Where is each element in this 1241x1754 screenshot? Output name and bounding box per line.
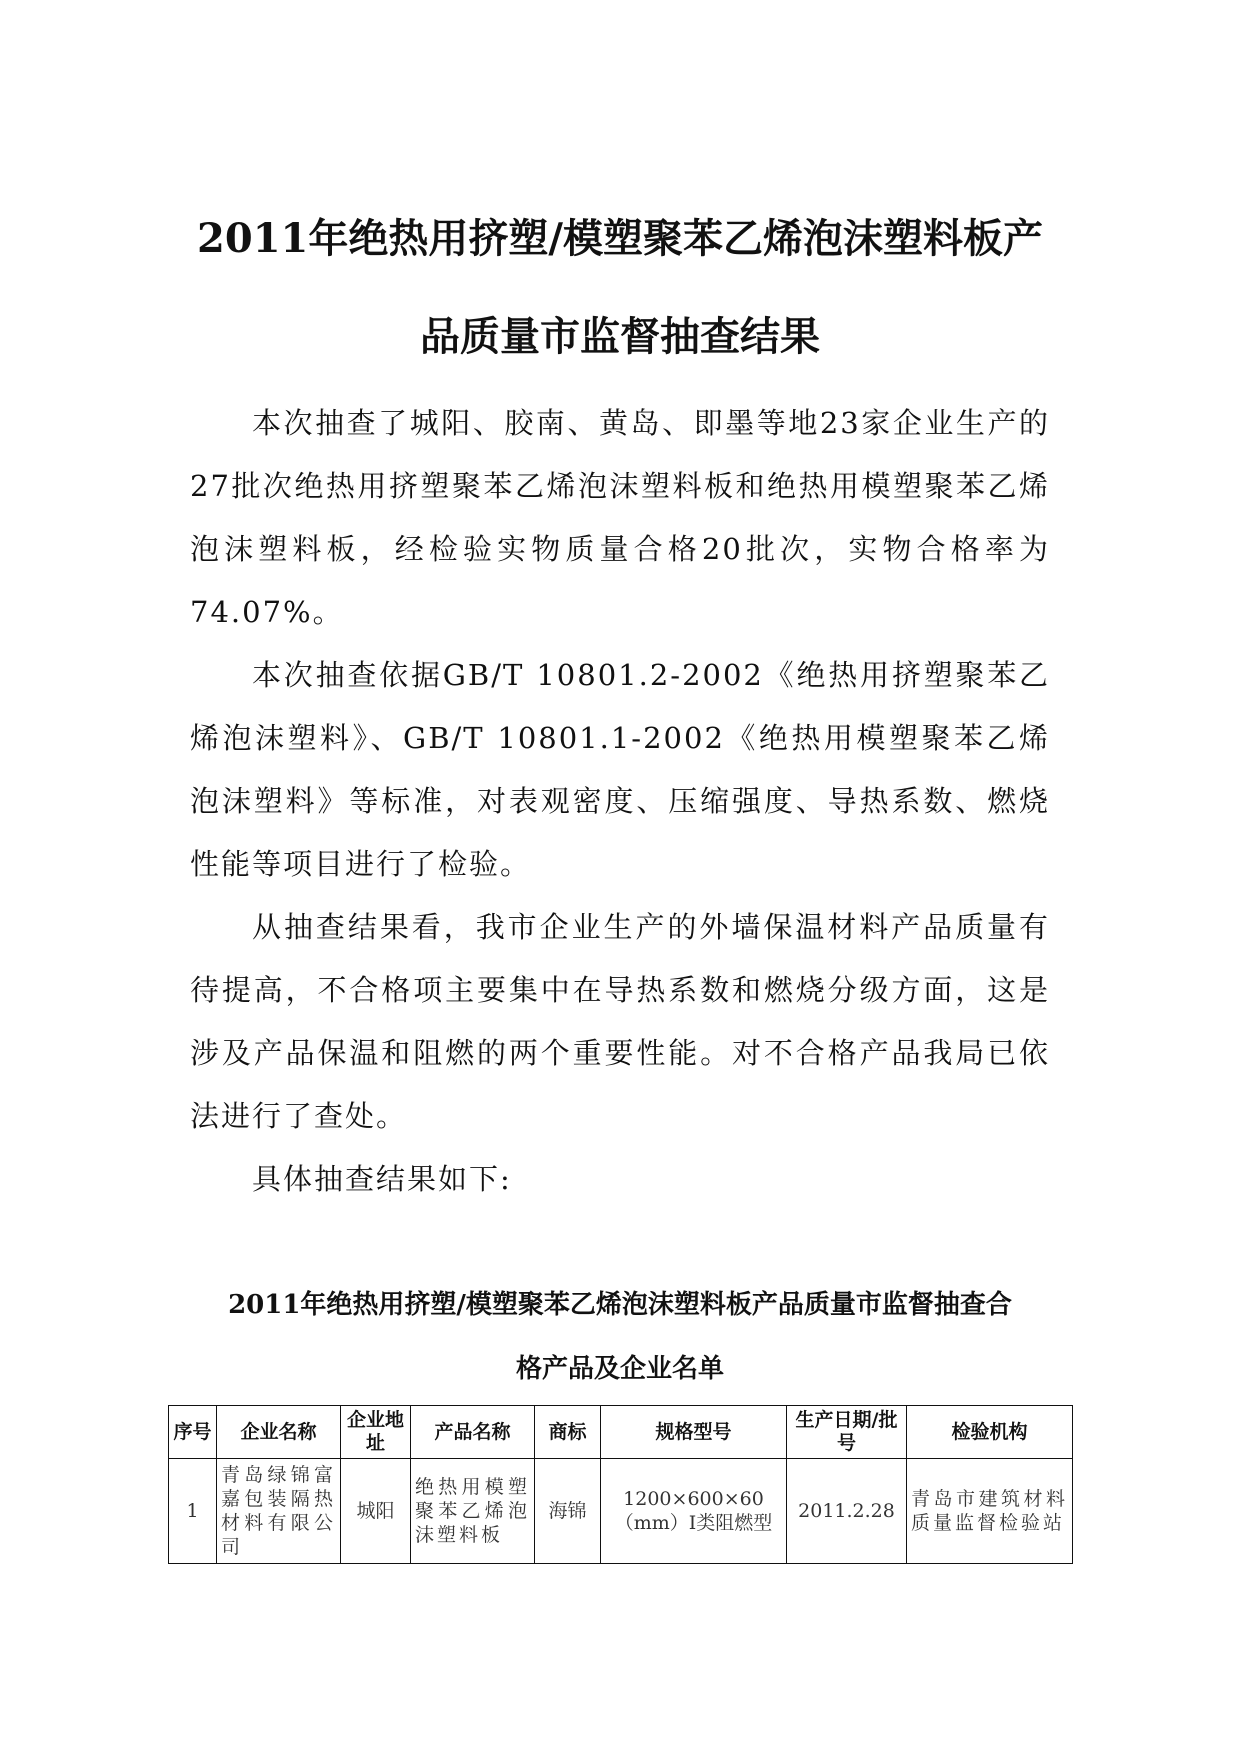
paragraph-findings: 从抽查结果看，我市企业生产的外墙保温材料产品质量有待提高，不合格项主要集中在导热系数和燃烧分级方面，这是涉及产品保温和阻燃的两个重要性能。对不合格产品我局已依法进行了查处。 — [190, 910, 1050, 1133]
cell-no: 1 — [169, 1459, 217, 1564]
cell-brand: 海锦 — [535, 1459, 601, 1564]
table-title-line2: 格产品及企业名单 — [515, 1354, 724, 1384]
header-brand: 商标 — [535, 1406, 601, 1459]
header-no: 序号 — [169, 1406, 217, 1459]
cell-date: 2011.2.28 — [787, 1459, 907, 1564]
header-date: 生产日期/批号 — [787, 1406, 907, 1459]
table-title-line1: 2011年绝热用挤塑/模塑聚苯乙烯泡沫塑料板产品质量市监督抽查合 — [228, 1290, 1012, 1320]
table-header-row — [169, 1406, 1073, 1459]
document-title-line1: 2011年绝热用挤塑/模塑聚苯乙烯泡沫塑料板产 — [197, 215, 1043, 262]
spacer — [190, 1211, 1050, 1273]
header-agency: 检验机构 — [907, 1406, 1073, 1459]
header-address: 企业地址 — [341, 1406, 411, 1459]
table-title — [190, 1273, 1050, 1401]
cell-agency: 青岛市建筑材料质量监督检验站 — [907, 1459, 1073, 1564]
document-title-line2: 品质量市监督抽查结果 — [420, 313, 820, 360]
qualified-products-table — [168, 1405, 1073, 1564]
table-row — [169, 1459, 1073, 1564]
cell-product: 绝热用模塑聚苯乙烯泡沫塑料板 — [411, 1459, 535, 1564]
paragraph-summary: 本次抽查了城阳、胶南、黄岛、即墨等地23家企业生产的27批次绝热用挤塑聚苯乙烯泡沫塑料板和绝热用模塑聚苯乙烯泡沫塑料板，经检验实物质量合格20批次，实物合格率为74.07%。 — [190, 406, 1050, 629]
header-spec: 规格型号 — [601, 1406, 787, 1459]
document-title — [190, 190, 1050, 386]
cell-spec: 1200×600×60（mm）Ⅰ类阻燃型 — [601, 1459, 787, 1564]
cell-company: 青岛绿锦富嘉包装隔热材料有限公司 — [217, 1459, 341, 1564]
header-product: 产品名称 — [411, 1406, 535, 1459]
paragraph-intro-results: 具体抽查结果如下: — [252, 1162, 512, 1196]
paragraph-standards: 本次抽查依据GB/T 10801.2-2002《绝热用挤塑聚苯乙烯泡沫塑料》、GB/T 10801.1-2002《绝热用模塑聚苯乙烯泡沫塑料》等标准，对表观密度、压缩强度、导热系数、燃烧性能等项目进行了检验。 — [190, 658, 1050, 881]
cell-address: 城阳 — [341, 1459, 411, 1564]
document-page — [173, 190, 1068, 1564]
header-company: 企业名称 — [217, 1406, 341, 1459]
